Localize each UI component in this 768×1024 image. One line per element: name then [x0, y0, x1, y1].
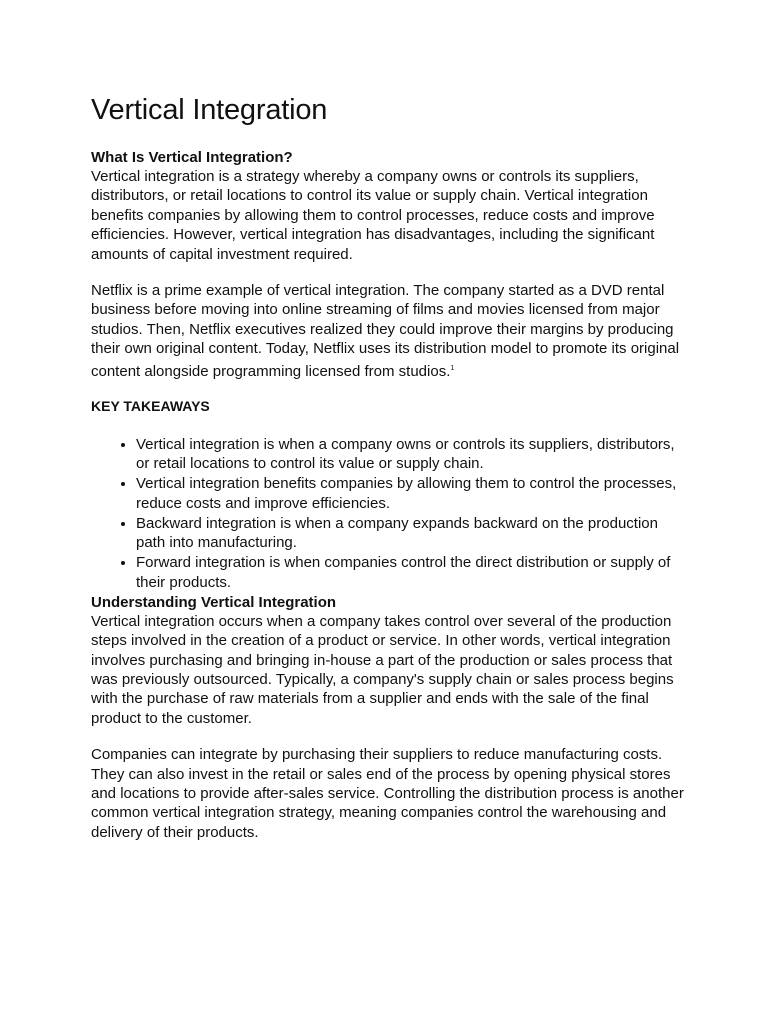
key-takeaways-list	[91, 435, 691, 592]
paragraph-netflix-text: Netflix is a prime example of vertical integration. The company started as a DVD rental business before moving into online streaming of films and movies licensed from major studios. Then, Netflix executives realized they could improve their margins by producing their own original content. Today, Netflix uses its distribution model to promote its original content alongside programming licensed from studios.	[91, 282, 680, 380]
section-heading-understanding: Understanding Vertical Integration	[91, 593, 337, 611]
article-body	[91, 92, 691, 842]
footnote-link[interactable]: 1	[450, 364, 455, 372]
paragraph-integration-methods: Companies can integrate by purchasing their suppliers to reduce manufacturing costs. They can also invest in the retail or sales end of the process by opening physical stores and locations to provide after-sales service. Controlling the distribution process is another common vertical integration strategy, meaning companies control the warehousing and delivery of their products.	[91, 746, 684, 841]
paragraph-understanding: Vertical integration occurs when a company takes control over several of the production steps involved in the creation of a product or service. In other words, vertical integration involves purchasing and bringing in-house a part of the production or sales process that was previously outsourced. Typically, a company's supply chain or sales process begins with the purchase of raw materials from a supplier and ends with the sale of the final product to the customer.	[91, 612, 674, 727]
list-item: • Backward integration is when a company expands backward on the production path into manufacturing.	[136, 514, 691, 553]
key-takeaways-heading: KEY TAKEAWAYS	[91, 398, 210, 415]
paragraph-netflix-example	[91, 281, 691, 381]
paragraph-definition: Vertical integration is a strategy whereby a company owns or controls its suppliers, distributors, or retail locations to control its value or supply chain. Vertical integration benefits companies by allowing them to control processes, reduce costs and improve efficiencies. However, vertical integration has disadvantages, including the significant amounts of capital investment required.	[91, 168, 655, 263]
section-heading-what-is: What Is Vertical Integration?	[91, 149, 293, 166]
spacer	[91, 264, 691, 281]
page-title: Vertical Integration	[91, 94, 328, 126]
list-item: • Vertical integration is when a company owns or controls its suppliers, distributors, or retail locations to control its value or supply chain.	[136, 435, 691, 474]
spacer	[91, 728, 691, 745]
list-item: • Vertical integration benefits companies by allowing them to control the processes, reduce costs and improve efficiencies.	[136, 474, 691, 513]
list-item: • Forward integration is when companies control the direct distribution or supply of their products.	[136, 553, 691, 592]
